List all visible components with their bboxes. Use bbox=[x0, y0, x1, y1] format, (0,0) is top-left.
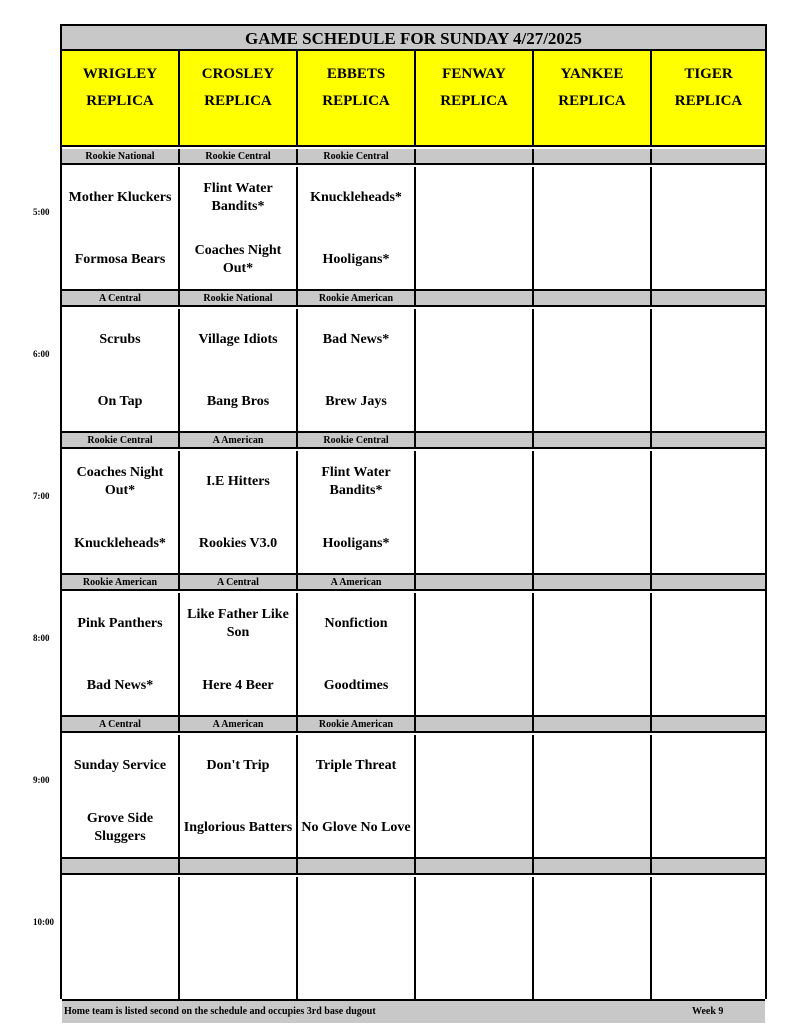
field-header-0 bbox=[62, 51, 180, 145]
away-team bbox=[654, 457, 763, 507]
division-label bbox=[534, 149, 652, 163]
division-band bbox=[62, 859, 765, 875]
away-team: Mother Kluckers bbox=[68, 190, 172, 205]
game-cell bbox=[298, 167, 416, 289]
away-team bbox=[64, 883, 176, 933]
field-subtitle: REPLICA bbox=[86, 93, 154, 109]
game-cell bbox=[652, 877, 765, 999]
page-title: GAME SCHEDULE FOR SUNDAY 4/27/2025 bbox=[62, 26, 765, 51]
division-label: Rookie Central bbox=[62, 433, 180, 447]
away-team bbox=[536, 457, 648, 507]
home-team bbox=[654, 235, 763, 285]
game-cell bbox=[416, 451, 534, 573]
away-team: Scrubs bbox=[99, 332, 141, 347]
away-team bbox=[536, 883, 648, 933]
game-cell bbox=[534, 451, 652, 573]
game-cell bbox=[298, 877, 416, 999]
division-label: Rookie American bbox=[298, 717, 416, 731]
home-team: No Glove No Love bbox=[301, 820, 411, 835]
game-cell bbox=[298, 309, 416, 431]
division-label bbox=[652, 433, 765, 447]
field-subtitle: REPLICA bbox=[674, 93, 743, 109]
division-label bbox=[534, 433, 652, 447]
home-team bbox=[654, 519, 763, 569]
division-label: A Central bbox=[180, 575, 298, 589]
game-cell bbox=[62, 877, 180, 999]
division-label bbox=[416, 149, 534, 163]
away-team bbox=[654, 741, 763, 791]
game-cell bbox=[180, 877, 298, 999]
away-team bbox=[300, 883, 412, 933]
home-team bbox=[536, 235, 648, 285]
game-cell bbox=[416, 167, 534, 289]
division-label bbox=[180, 859, 298, 873]
field-name: EBBETS bbox=[326, 66, 386, 82]
division-label bbox=[416, 433, 534, 447]
time-slot-row bbox=[62, 735, 765, 859]
game-cell bbox=[416, 877, 534, 999]
division-label: A Central bbox=[62, 291, 180, 305]
division-label: Rookie Central bbox=[180, 149, 298, 163]
time-label: 5:00 bbox=[33, 207, 50, 217]
division-label: A American bbox=[180, 717, 298, 731]
game-cell bbox=[534, 593, 652, 715]
field-subtitle: REPLICA bbox=[322, 93, 390, 109]
division-label bbox=[416, 575, 534, 589]
game-cell bbox=[416, 593, 534, 715]
division-label bbox=[534, 859, 652, 873]
away-team bbox=[536, 741, 648, 791]
away-team: Don't Trip bbox=[206, 758, 270, 773]
schedule-table bbox=[60, 24, 767, 1017]
game-cell bbox=[534, 309, 652, 431]
game-cell bbox=[416, 309, 534, 431]
home-team bbox=[654, 803, 763, 853]
home-team bbox=[418, 803, 530, 853]
away-team bbox=[418, 883, 530, 933]
away-team: Village Idiots bbox=[198, 332, 278, 347]
division-label bbox=[652, 859, 765, 873]
game-cell bbox=[180, 735, 298, 857]
field-subtitle: REPLICA bbox=[440, 93, 508, 109]
game-cell bbox=[62, 735, 180, 857]
away-team bbox=[418, 315, 530, 365]
home-team bbox=[536, 377, 648, 427]
division-label bbox=[534, 291, 652, 305]
game-cell bbox=[180, 451, 298, 573]
division-label: A Central bbox=[62, 717, 180, 731]
field-header-4 bbox=[534, 51, 652, 145]
division-band bbox=[62, 717, 765, 733]
division-label: Rookie Central bbox=[298, 433, 416, 447]
game-cell bbox=[180, 309, 298, 431]
time-slot-row bbox=[62, 167, 765, 291]
home-team bbox=[536, 519, 648, 569]
away-team bbox=[418, 457, 530, 507]
game-cell bbox=[652, 593, 765, 715]
away-team bbox=[654, 883, 763, 933]
division-label bbox=[62, 859, 180, 873]
game-cell bbox=[180, 593, 298, 715]
time-label: 10:00 bbox=[33, 917, 54, 927]
home-team: Goodtimes bbox=[323, 678, 389, 693]
field-subtitle: REPLICA bbox=[204, 93, 272, 109]
home-team bbox=[418, 519, 530, 569]
home-team: Brew Jays bbox=[325, 394, 387, 409]
home-team bbox=[418, 235, 530, 285]
time-label: 6:00 bbox=[33, 349, 50, 359]
game-cell bbox=[180, 167, 298, 289]
game-cell bbox=[62, 309, 180, 431]
game-cell bbox=[534, 877, 652, 999]
field-name: WRIGLEY bbox=[82, 66, 158, 82]
time-label: 8:00 bbox=[33, 633, 50, 643]
away-team: Coaches Night Out* bbox=[76, 465, 164, 498]
game-cell bbox=[62, 593, 180, 715]
game-cell bbox=[652, 309, 765, 431]
division-band bbox=[62, 433, 765, 449]
home-team: Inglorious Batters bbox=[183, 820, 293, 835]
away-team: Knuckleheads* bbox=[310, 190, 402, 205]
time-slot-row bbox=[62, 309, 765, 433]
home-team bbox=[536, 945, 648, 995]
away-team: Nonfiction bbox=[324, 616, 388, 631]
home-team bbox=[300, 945, 412, 995]
home-team: Coaches Night Out* bbox=[194, 243, 282, 276]
game-cell bbox=[298, 451, 416, 573]
home-team: Here 4 Beer bbox=[202, 678, 274, 693]
division-label bbox=[416, 717, 534, 731]
division-label bbox=[416, 859, 534, 873]
away-team: Pink Panthers bbox=[77, 616, 163, 631]
footer-note: Home team is listed second on the schedule and occupies 3rd base dugout bbox=[64, 1006, 376, 1017]
home-team bbox=[418, 661, 530, 711]
home-team: Grove Side Sluggers bbox=[86, 811, 154, 844]
away-team bbox=[182, 883, 294, 933]
game-cell bbox=[652, 735, 765, 857]
away-team bbox=[418, 173, 530, 223]
field-name: FENWAY bbox=[442, 66, 506, 82]
away-team bbox=[654, 599, 763, 649]
home-team: Formosa Bears bbox=[74, 252, 166, 267]
home-team bbox=[182, 945, 294, 995]
game-cell bbox=[62, 451, 180, 573]
away-team bbox=[654, 315, 763, 365]
division-label bbox=[534, 575, 652, 589]
game-cell bbox=[652, 451, 765, 573]
away-team bbox=[536, 173, 648, 223]
field-header-5 bbox=[652, 51, 765, 145]
field-header-3 bbox=[416, 51, 534, 145]
time-slot-row bbox=[62, 877, 765, 1001]
home-team bbox=[418, 945, 530, 995]
home-team: On Tap bbox=[97, 394, 143, 409]
division-label: Rookie American bbox=[62, 575, 180, 589]
away-team: Flint Water Bandits* bbox=[321, 465, 391, 498]
game-cell bbox=[416, 735, 534, 857]
game-cell bbox=[534, 167, 652, 289]
away-team: Like Father Like Son bbox=[187, 607, 289, 640]
field-header-row bbox=[62, 51, 765, 147]
home-team: Bad News* bbox=[86, 678, 154, 693]
game-cell bbox=[652, 167, 765, 289]
field-name: YANKEE bbox=[560, 66, 624, 82]
home-team: Hooligans* bbox=[322, 536, 390, 551]
home-team: Rookies V3.0 bbox=[198, 536, 278, 551]
division-label: A American bbox=[180, 433, 298, 447]
away-team bbox=[536, 599, 648, 649]
footer-bar bbox=[62, 1001, 765, 1023]
home-team: Knuckleheads* bbox=[74, 536, 166, 551]
game-cell bbox=[534, 735, 652, 857]
game-cell bbox=[298, 735, 416, 857]
away-team: I.E Hitters bbox=[206, 474, 270, 489]
division-label bbox=[534, 717, 652, 731]
home-team bbox=[418, 377, 530, 427]
field-header-2 bbox=[298, 51, 416, 145]
time-label: 9:00 bbox=[33, 775, 50, 785]
field-name: TIGER bbox=[684, 66, 733, 82]
division-label bbox=[652, 717, 765, 731]
time-slot-row bbox=[62, 451, 765, 575]
away-team: Triple Threat bbox=[315, 758, 397, 773]
division-label bbox=[652, 291, 765, 305]
away-team bbox=[654, 173, 763, 223]
division-label: Rookie National bbox=[180, 291, 298, 305]
home-team bbox=[64, 945, 176, 995]
home-team: Bang Bros bbox=[206, 394, 270, 409]
field-header-1 bbox=[180, 51, 298, 145]
home-team bbox=[536, 661, 648, 711]
away-team: Flint Water Bandits* bbox=[203, 181, 273, 214]
home-team bbox=[654, 377, 763, 427]
time-label: 7:00 bbox=[33, 491, 50, 501]
away-team: Sunday Service bbox=[73, 758, 167, 773]
game-cell bbox=[298, 593, 416, 715]
division-band bbox=[62, 291, 765, 307]
field-subtitle: REPLICA bbox=[558, 93, 626, 109]
division-label bbox=[416, 291, 534, 305]
division-label: A American bbox=[298, 575, 416, 589]
away-team bbox=[536, 315, 648, 365]
division-label bbox=[298, 859, 416, 873]
week-label: Week 9 bbox=[692, 1006, 724, 1017]
game-cell bbox=[62, 167, 180, 289]
division-label bbox=[652, 575, 765, 589]
time-slot-row bbox=[62, 593, 765, 717]
away-team bbox=[418, 599, 530, 649]
home-team bbox=[536, 803, 648, 853]
home-team: Hooligans* bbox=[322, 252, 390, 267]
away-team: Bad News* bbox=[322, 332, 390, 347]
division-label bbox=[652, 149, 765, 163]
home-team bbox=[654, 945, 763, 995]
division-band bbox=[62, 575, 765, 591]
division-label: Rookie American bbox=[298, 291, 416, 305]
division-label: Rookie National bbox=[62, 149, 180, 163]
division-band bbox=[62, 149, 765, 165]
field-name: CROSLEY bbox=[201, 66, 275, 82]
division-label: Rookie Central bbox=[298, 149, 416, 163]
home-team bbox=[654, 661, 763, 711]
away-team bbox=[418, 741, 530, 791]
